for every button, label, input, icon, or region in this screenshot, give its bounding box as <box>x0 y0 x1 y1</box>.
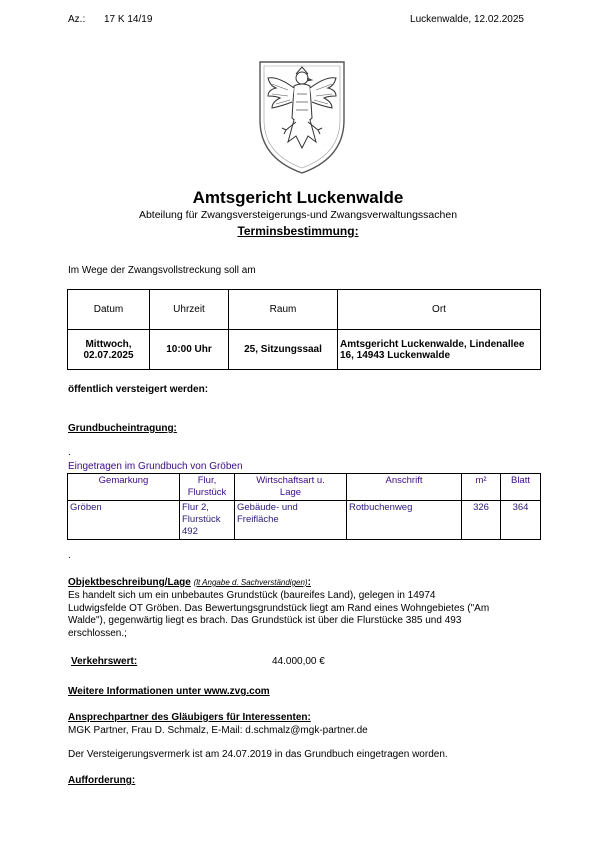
header-raum: Raum <box>229 290 338 330</box>
ansprechpartner-text: MGK Partner, Frau D. Schmalz, E-Mail: d.schmalz@mgk-partner.de <box>68 725 368 736</box>
objekt-line-3: Walde"), gegenwärtig liegt es brach. Das Grundstück ist über die Flurstücke 385 und 493 <box>68 615 462 626</box>
gb-header-m2: m² <box>462 474 501 501</box>
gb-header-wirtschaftsart: Wirtschaftsart u. Lage <box>235 474 347 501</box>
ort-line-1: Amtsgericht Luckenwalde, Lindenallee <box>340 338 525 350</box>
cell-raum: 25, Sitzungssaal <box>229 330 338 370</box>
objekt-heading: Objektbeschreibung/Lage <box>68 577 191 588</box>
grundbuch-dot-2: . <box>68 550 71 561</box>
grundbuch-heading: Grundbucheintragung: <box>68 423 177 434</box>
objekt-note: (lt Angabe d. Sachverständigen) <box>193 578 308 587</box>
az-label: Az.: <box>68 14 86 25</box>
gb-cell-gemarkung: Gröben <box>68 501 180 540</box>
versteigert-text: öffentlich versteigert werden: <box>68 384 209 395</box>
termin-table <box>67 289 541 370</box>
eingetragen-text: Eingetragen im Grundbuch von Gröben <box>68 461 243 472</box>
intro-text: Im Wege der Zwangsvollstreckung soll am <box>68 265 256 276</box>
table-row <box>68 501 541 540</box>
weitere-info-link[interactable]: Weitere Informationen unter www.zvg.com <box>68 686 270 697</box>
objekt-description <box>68 590 489 640</box>
gb-header-gemarkung: Gemarkung <box>68 474 180 501</box>
terminsbestimmung-heading: Terminsbestimmung: <box>237 224 359 238</box>
gb-header-anschrift: Anschrift <box>347 474 462 501</box>
datum-date: 02.07.2025 <box>83 349 134 361</box>
cell-ort <box>338 330 541 370</box>
gb-cell-anschrift: Rotbuchenweg <box>347 501 462 540</box>
aufforderung-heading: Aufforderung: <box>68 775 136 786</box>
case-number: 17 K 14/19 <box>104 14 153 25</box>
gb-header-blatt: Blatt <box>501 474 541 501</box>
header-ort: Ort <box>338 290 541 330</box>
objekt-line-4: erschlossen.; <box>68 627 127 639</box>
coat-of-arms-eagle-icon <box>256 58 348 176</box>
grundbuch-dot: . <box>68 447 71 458</box>
court-subtitle: Abteilung für Zwangsversteigerungs-und Zwangsverwaltungssachen <box>138 209 458 221</box>
cell-datum <box>68 330 150 370</box>
ansprechpartner-heading: Ansprechpartner des Gläubigers für Interessenten: <box>68 712 311 723</box>
objekt-line-1: Es handelt sich um ein unbebautes Grundstück (baureifes Land), gelegen in 14974 <box>68 590 436 601</box>
header-datum: Datum <box>68 290 150 330</box>
objekt-heading-line <box>68 577 311 588</box>
ort-line-2: 16, 14943 Luckenwalde <box>340 349 451 361</box>
verkehrswert-label: Verkehrswert: <box>71 656 138 667</box>
vermerk-text: Der Versteigerungsvermerk ist am 24.07.2019 in das Grundbuch eingetragen worden. <box>68 749 448 760</box>
grundbuch-table <box>67 473 541 540</box>
court-title: Amtsgericht Luckenwalde <box>192 188 404 207</box>
gb-cell-flur: Flur 2, Flurstück 492 <box>180 501 235 540</box>
cell-uhrzeit: 10:00 Uhr <box>150 330 229 370</box>
datum-weekday: Mittwoch, <box>85 338 132 350</box>
place-date: Luckenwalde, 12.02.2025 <box>410 14 524 25</box>
gb-cell-blatt: 364 <box>501 501 541 540</box>
header-uhrzeit: Uhrzeit <box>150 290 229 330</box>
gb-header-flur: Flur, Flurstück <box>180 474 235 501</box>
objekt-line-2: Ludwigsfelde OT Gröben. Das Bewertungsgrundstück liegt am Rand eines Wohngebietes ("Am <box>68 602 490 614</box>
gb-cell-wirtschaftsart: Gebäude- und Freifläche <box>235 501 347 540</box>
verkehrswert-value: 44.000,00 € <box>272 656 325 667</box>
gb-cell-m2: 326 <box>462 501 501 540</box>
objekt-colon: : <box>307 577 311 588</box>
